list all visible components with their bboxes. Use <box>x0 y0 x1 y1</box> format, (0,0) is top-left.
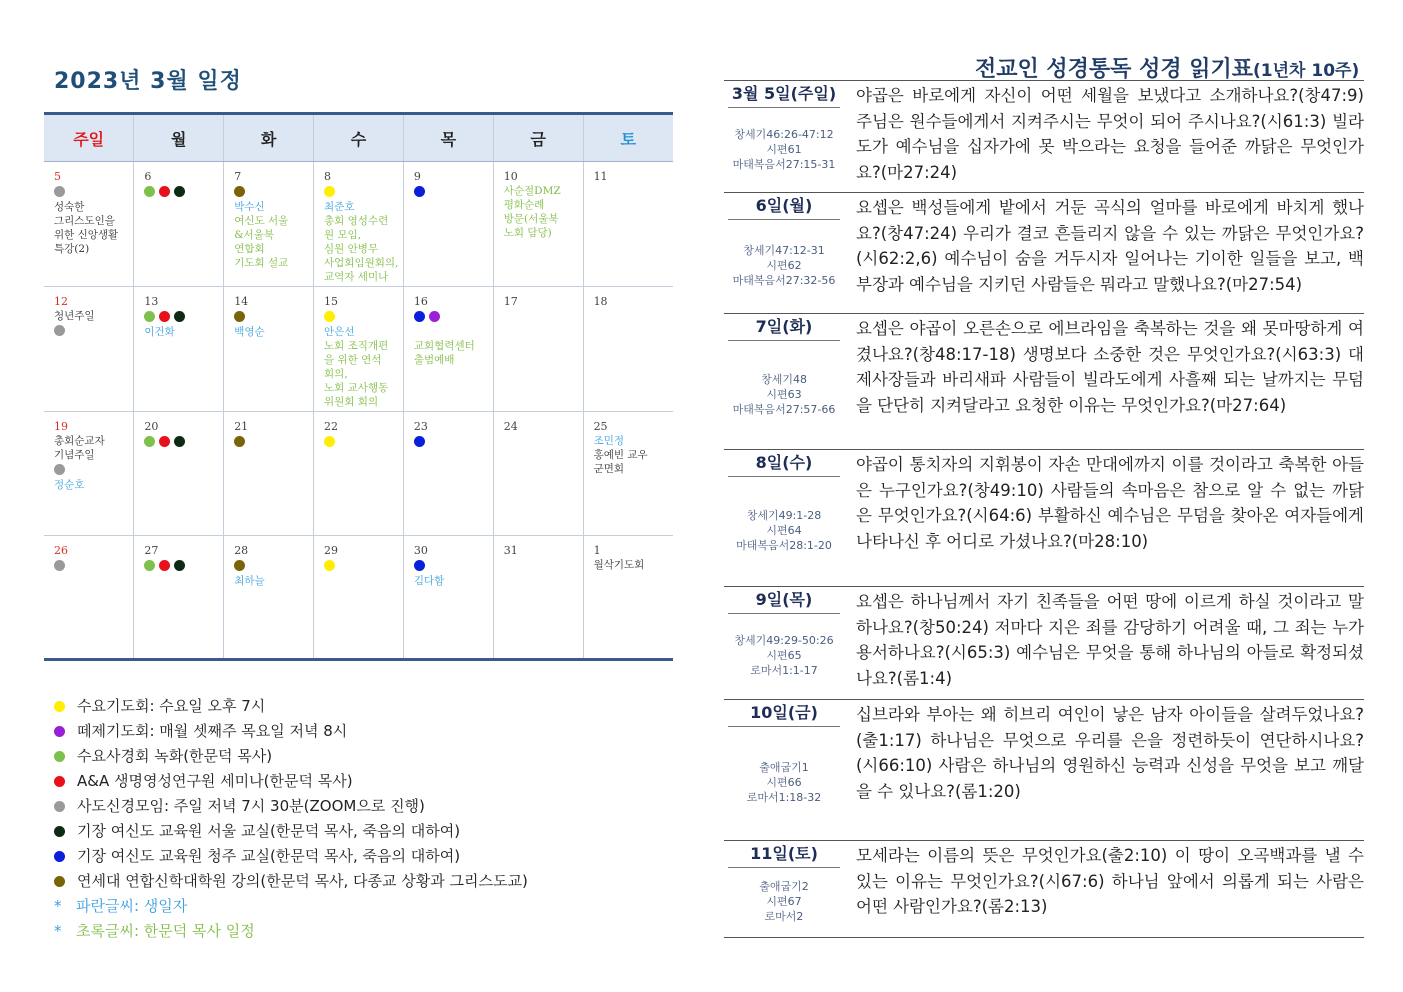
day-number: 28 <box>234 544 249 557</box>
event-dot <box>414 311 425 322</box>
reading-entry-left <box>724 841 844 937</box>
calendar-cell <box>314 162 404 287</box>
calendar-cell <box>314 287 404 412</box>
calendar-cell <box>403 536 493 660</box>
cell-note: 교회협력센터 출범예배 <box>413 340 475 366</box>
event-dot <box>414 560 425 571</box>
event-dots <box>144 186 219 198</box>
reading-entry <box>724 449 1364 586</box>
event-dot <box>324 186 335 197</box>
day-number: 20 <box>144 420 159 433</box>
day-number: 15 <box>324 295 339 308</box>
reading-refs: 창세기48 시편63 마태복음서27:57-66 <box>732 373 836 416</box>
legend <box>54 694 528 944</box>
event-dot <box>54 464 65 475</box>
day-number: 11 <box>593 170 608 183</box>
event-dot <box>54 560 65 571</box>
reading-refs: 창세기49:29-50:26 시편65 로마서1:1-17 <box>734 634 834 677</box>
legend-note-text: 초록글씨: 한문덕 목사 일정 <box>76 922 255 940</box>
event-dot <box>174 560 185 571</box>
calendar-cell <box>44 287 134 412</box>
calendar-cell <box>493 287 583 412</box>
calendar-cell <box>44 412 134 536</box>
reading-entry <box>724 80 1364 192</box>
reading-questions: 모세라는 이름의 뜻은 무엇인가요(출2:10) 이 땅이 오곡백과를 낼 수 있는 이유는 무엇인가요?(시67:6) 하나님 앞에서 의롭게 되는 사람은 어떤 사람인가요?(롬2:13) <box>856 846 1364 917</box>
reading-entry <box>724 586 1364 699</box>
reading-questions: 요셉은 하나님께서 자기 친족들을 어떤 땅에 이르게 하실 것이라고 말하나요?(창50:24) 저마다 지은 죄를 감당하기 어려울 때, 그 죄는 누가 용서하나요?(시65:3) 예수님은 무엇을 통해 하나님의 아들로 확정되셨나요?(롬1:4) <box>856 592 1364 688</box>
legend-text: 수요기도회: 수요일 오후 7시 <box>77 697 266 715</box>
reading-questions: 야곱은 바로에게 자신이 어떤 세월을 보냈다고 소개하나요?(창47:9) 주님은 원수들에게서 지켜주시는 무엇이 되어 주시나요?(시61:3) 빌라도가 예수님을 십자가에 못 박으라는 요청을 들어준 까닭은 무엇인가요?(마27:24) <box>856 86 1364 182</box>
legend-text: 사도신경모임: 주일 저녁 7시 30분(ZOOM으로 진행) <box>77 797 425 815</box>
weekday-header: 주일 <box>44 114 134 162</box>
event-dots <box>414 560 489 572</box>
reading-entry-left <box>724 81 844 192</box>
event-dots <box>324 311 399 323</box>
calendar-title: 2023년 3월 일정 <box>54 69 242 94</box>
cell-note: 정순호 <box>54 479 85 491</box>
calendar-cell <box>493 162 583 287</box>
day-number: 17 <box>503 295 518 308</box>
legend-dot <box>54 751 65 762</box>
event-dot <box>144 311 155 322</box>
calendar-cell <box>583 412 673 536</box>
day-number: 10 <box>503 170 518 183</box>
reading-date: 3월 5일(주일) <box>728 81 840 108</box>
legend-dot <box>54 876 65 887</box>
reading-refs: 창세기46:26-47:12 시편61 마태복음서27:15-31 <box>732 128 836 171</box>
event-dots <box>54 186 129 198</box>
legend-dot <box>54 701 65 712</box>
calendar-table <box>44 112 673 661</box>
legend-note-row <box>54 894 528 919</box>
day-number: 23 <box>413 420 428 433</box>
reading-date: 10일(금) <box>728 700 840 727</box>
day-number: 27 <box>144 544 159 557</box>
cell-note: 여신도 서울 &서울북 연합회 기도회 설교 <box>234 215 289 269</box>
reading-date: 9일(목) <box>728 587 840 614</box>
legend-text: A&A 생명영성연구원 세미나(한문덕 목사) <box>77 772 353 790</box>
legend-text: 연세대 연합신학대학원 강의(한문덕 목사, 다종교 상황과 그리스도교) <box>77 872 528 890</box>
reading-questions: 십브라와 부아는 왜 히브리 여인이 낳은 남자 아이들을 살려두었나요?(출1:17) 하나님은 무엇으로 우리를 은을 정련하듯이 연단하시나요?(시66:10) 사람은 하나님의 영원하신 능력과 신성을 무엇을 보고 깨달을 수 있나요?(롬1:20) <box>856 705 1364 801</box>
calendar-cell <box>224 287 314 412</box>
reading-refs: 출애굽기2 시편67 로마서2 <box>759 880 809 923</box>
event-dots <box>324 560 399 572</box>
legend-dot <box>54 851 65 862</box>
legend-row <box>54 769 528 794</box>
reading-entry-left <box>724 193 844 313</box>
calendar-cell <box>44 162 134 287</box>
event-dot <box>54 325 65 336</box>
day-number: 9 <box>413 170 421 183</box>
day-number: 24 <box>503 420 518 433</box>
reading-date: 7일(화) <box>728 314 840 341</box>
day-number: 14 <box>234 295 249 308</box>
event-dot <box>234 436 245 447</box>
reading-entry-left <box>724 587 844 699</box>
event-dots <box>234 436 309 448</box>
legend-note-row <box>54 919 528 944</box>
legend-row <box>54 844 528 869</box>
reading-date: 11일(토) <box>728 841 840 868</box>
legend-row <box>54 794 528 819</box>
day-number: 6 <box>144 170 152 183</box>
cell-note: 박수신 <box>234 201 265 213</box>
event-dot <box>414 436 425 447</box>
event-dots <box>234 560 309 572</box>
reading-date: 6일(월) <box>728 193 840 220</box>
cell-note: 최준호 <box>324 201 355 213</box>
reading-questions: 요셉은 백성들에게 밭에서 거둔 곡식의 얼마를 바로에게 바치게 했나요?(창47:24) 우리가 결코 흔들리지 않을 수 있는 까닭은 무엇인가요?(시62:2,6) 예수님이 숨을 거두시자 일어나는 기이한 일들을 보고, 백부장과 예수님을 지키던 사람들은 뭐라고 말했나요?(마27:54) <box>856 198 1364 294</box>
day-number: 29 <box>324 544 339 557</box>
event-dots <box>234 311 309 323</box>
event-dots <box>144 311 219 323</box>
weekday-header: 금 <box>493 114 583 162</box>
event-dot <box>159 311 170 322</box>
event-dot <box>159 186 170 197</box>
event-dot <box>174 311 185 322</box>
plan-subtitle: (1년차 10주) <box>1253 61 1360 81</box>
event-dots <box>324 436 399 448</box>
legend-note-text: 파란글씨: 생일자 <box>76 897 188 915</box>
legend-text: 기장 여신도 교육원 서울 교실(한문덕 목사, 죽음의 대하여) <box>77 822 461 840</box>
reading-plan <box>724 80 1364 938</box>
event-dots <box>234 186 309 198</box>
reading-questions: 야곱이 통치자의 지휘봉이 자손 만대에까지 이를 것이라고 축복한 아들은 누구인가요?(창49:10) 사람들의 속마음은 참으로 알 수 없는 까닭은 무엇인가요?(시64:6) 부활하신 예수님은 무덤을 찾아온 여자들에게 나타나신 후 어디로 가셨나요?(마28:10) <box>856 455 1364 551</box>
event-dot <box>174 186 185 197</box>
reading-entry <box>724 840 1364 937</box>
event-dots <box>144 436 219 448</box>
weekday-header: 목 <box>403 114 493 162</box>
event-dots <box>54 325 129 337</box>
event-dot <box>324 436 335 447</box>
reading-entry-left <box>724 700 844 840</box>
legend-text: 기장 여신도 교육원 청주 교실(한문덕 목사, 죽음의 대하여) <box>77 847 461 865</box>
legend-dot <box>54 801 65 812</box>
day-number: 30 <box>413 544 428 557</box>
calendar-cell <box>134 287 224 412</box>
weekday-header: 토 <box>583 114 673 162</box>
day-number: 12 <box>54 295 68 308</box>
plan-title <box>975 52 1359 83</box>
day-number: 1 <box>593 544 601 557</box>
calendar-cell <box>583 162 673 287</box>
event-dot <box>324 560 335 571</box>
event-dot <box>159 560 170 571</box>
cell-note: 홍예빈 교우 군면회 <box>593 449 648 475</box>
asterisk: * <box>54 897 62 915</box>
calendar-cell <box>224 536 314 660</box>
event-dot <box>324 311 335 322</box>
calendar-cell <box>314 536 404 660</box>
event-dot <box>159 436 170 447</box>
event-dot <box>144 186 155 197</box>
asterisk: * <box>54 922 62 940</box>
reading-entry <box>724 699 1364 840</box>
cell-note: 성숙한 그리스도인을 위한 신앙생활 특강(2) <box>54 201 119 255</box>
cell-note: 최하늘 <box>234 575 265 587</box>
legend-dot <box>54 726 65 737</box>
reading-entry <box>724 192 1364 313</box>
cell-note: 청년주일 <box>54 310 95 322</box>
day-number: 16 <box>413 295 428 308</box>
day-number: 8 <box>324 170 332 183</box>
event-dot <box>54 186 65 197</box>
day-number: 31 <box>503 544 518 557</box>
event-dots <box>54 560 129 572</box>
legend-row <box>54 744 528 769</box>
calendar-cell <box>44 536 134 660</box>
cell-note: 조민정 <box>593 435 624 447</box>
calendar-cell <box>134 162 224 287</box>
reading-refs: 출애굽기1 시편66 로마서1:18-32 <box>746 761 822 804</box>
legend-row <box>54 694 528 719</box>
event-dot <box>429 311 440 322</box>
calendar-cell <box>134 412 224 536</box>
day-number: 25 <box>593 420 608 433</box>
event-dot <box>414 186 425 197</box>
event-dot <box>144 436 155 447</box>
calendar-cell <box>224 162 314 287</box>
legend-dot <box>54 826 65 837</box>
legend-text: 떼제기도회: 매월 셋째주 목요일 저녁 8시 <box>77 722 348 740</box>
day-number: 19 <box>54 420 68 433</box>
reading-entry-left <box>724 450 844 586</box>
event-dots <box>414 311 489 323</box>
day-number: 18 <box>593 295 608 308</box>
day-number: 13 <box>144 295 159 308</box>
reading-refs: 창세기49:1-28 시편64 마태복음서28:1-20 <box>736 509 832 552</box>
cell-note: 총회순교자 기념주일 <box>54 435 105 461</box>
cell-note: 총회 영성수련 원 모임, 심원 안병무 사업회임원회의, 교역자 세미나 <box>324 215 399 283</box>
reading-entry <box>724 313 1364 449</box>
event-dot <box>144 560 155 571</box>
legend-row <box>54 819 528 844</box>
event-dot <box>234 560 245 571</box>
reading-refs: 창세기47:12-31 시편62 마태복음서27:32-56 <box>732 244 836 287</box>
calendar-cell <box>493 412 583 536</box>
calendar-cell <box>403 162 493 287</box>
event-dots <box>414 186 489 198</box>
day-number: 21 <box>234 420 249 433</box>
calendar-cell <box>224 412 314 536</box>
event-dot <box>234 311 245 322</box>
legend-dot <box>54 776 65 787</box>
legend-row <box>54 869 528 894</box>
reading-questions: 요셉은 야곱이 오른손으로 에브라임을 축복하는 것을 왜 못마땅하게 여겼나요?(창48:17-18) 생명보다 소중한 것은 무엇인가요?(시63:3) 대제사장들과 바리새파 사람들이 빌라도에게 사흘째 되는 날까지는 무덤을 단단히 지켜달라고 요청한 이유는 무엇인가요?(마27:64) <box>856 319 1364 415</box>
event-dots <box>54 464 129 476</box>
calendar-cell <box>403 412 493 536</box>
reading-date: 8일(수) <box>728 450 840 477</box>
calendar-cell <box>403 287 493 412</box>
cell-note: 이건화 <box>144 326 175 338</box>
event-dots <box>324 186 399 198</box>
legend-text: 수요사경회 녹화(한문덕 목사) <box>77 747 273 765</box>
weekday-header: 화 <box>224 114 314 162</box>
day-number: 22 <box>324 420 339 433</box>
day-number: 5 <box>54 170 61 183</box>
event-dot <box>234 186 245 197</box>
weekday-header: 수 <box>314 114 404 162</box>
cell-note: 월삭기도회 <box>593 559 645 571</box>
reading-entry-left <box>724 314 844 449</box>
cell-note: 백영순 <box>234 326 265 338</box>
plan-title-text: 전교인 성경통독 성경 읽기표 <box>975 57 1254 82</box>
event-dot <box>174 436 185 447</box>
day-number: 26 <box>54 544 68 557</box>
cell-note: 김다함 <box>413 575 445 587</box>
day-number: 7 <box>234 170 242 183</box>
legend-row <box>54 719 528 744</box>
calendar-cell <box>493 536 583 660</box>
event-dots <box>414 436 489 448</box>
cell-note: 사순절DMZ 평화순례 방문(서울북 노회 담당) <box>503 185 561 239</box>
plan-bottom-rule <box>724 937 1364 938</box>
cell-note: 노회 조직개편 을 위한 연석 회의, 노회 교사행동 위원회 회의 <box>324 340 389 408</box>
calendar-cell <box>314 412 404 536</box>
cell-note: 안은선 <box>324 326 355 338</box>
event-dots <box>144 560 219 572</box>
calendar-cell <box>583 287 673 412</box>
calendar-cell <box>583 536 673 660</box>
calendar-cell <box>134 536 224 660</box>
weekday-header: 월 <box>134 114 224 162</box>
